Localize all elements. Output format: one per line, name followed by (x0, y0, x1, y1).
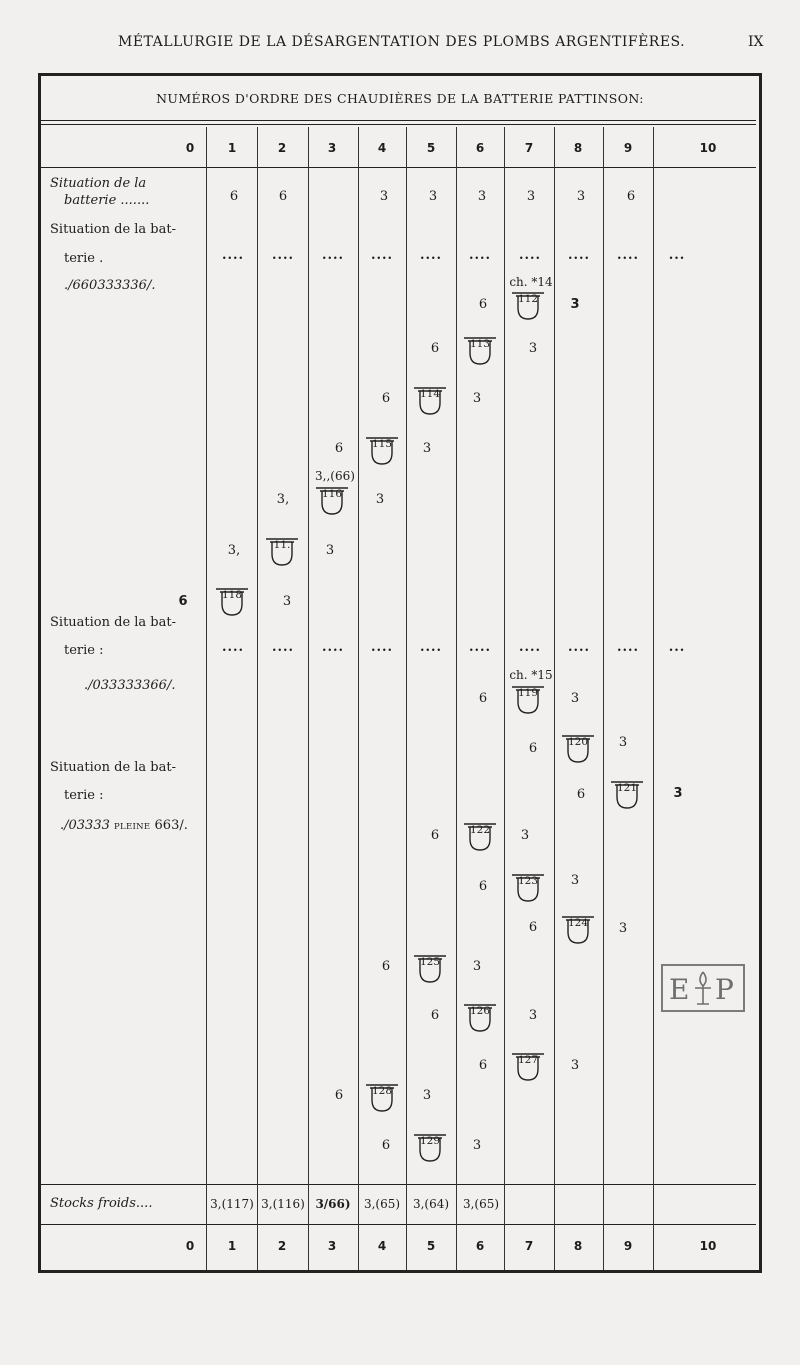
cell-value: 3 (618, 921, 628, 936)
dots: .... (518, 640, 542, 655)
cell-value: 6 (430, 828, 440, 843)
stock-value: 3,(117) (210, 1197, 254, 1211)
cell-value: 3,,(66) (315, 469, 355, 483)
dots: .... (468, 248, 492, 263)
stocks-rule-top (41, 1184, 756, 1185)
column-rule (653, 127, 654, 1270)
cell-value: 3, (276, 492, 290, 507)
cell-value: 3 (570, 297, 580, 312)
dots: ... (668, 248, 686, 263)
cell-value: 6 (478, 691, 488, 706)
cell-value: 6 (576, 787, 586, 802)
kettle-icon: 125 (412, 955, 448, 985)
cell-value: 3 (325, 543, 335, 558)
dots: .... (518, 248, 542, 263)
row-label-situation-1: Situation de la (50, 176, 147, 191)
column-number: 1 (227, 141, 237, 155)
kettle-icon: 112 (510, 292, 546, 322)
column-number: 0 (185, 141, 195, 155)
svg-text:P: P (715, 973, 734, 1006)
column-number-bottom: 9 (623, 1239, 633, 1253)
stock-value: 3/66) (315, 1197, 351, 1211)
dots: .... (321, 248, 345, 263)
library-stamp (661, 964, 745, 1012)
cell-value: 3 (477, 189, 487, 204)
dots: .... (567, 640, 591, 655)
dots: .... (221, 640, 245, 655)
cell-value: 3 (472, 391, 482, 406)
cell-value: 6 (381, 391, 391, 406)
dots: .... (419, 248, 443, 263)
cell-value: 3 (570, 873, 580, 888)
stocks-label: Stocks froids.... (50, 1196, 153, 1211)
column-number: 2 (277, 141, 287, 155)
column-number: 8 (573, 141, 583, 155)
column-number-bottom: 0 (185, 1239, 195, 1253)
cell-value: 6 (381, 959, 391, 974)
column-rule (554, 127, 555, 1270)
kettle-icon: 122 (462, 823, 498, 853)
cell-value: 3 (526, 189, 536, 204)
column-number-bottom: 8 (573, 1239, 583, 1253)
cell-value: 3, (227, 543, 241, 558)
cell-value: 3 (520, 828, 530, 843)
ch-label: ch. *14 (509, 275, 553, 289)
cell-value: 3 (472, 959, 482, 974)
kettle-icon: 128 (364, 1084, 400, 1114)
dots: .... (271, 248, 295, 263)
stock-value: 3,(65) (462, 1197, 500, 1211)
column-number-bottom: 3 (327, 1239, 337, 1253)
cell-value: 6 (478, 879, 488, 894)
kettle-icon: 127 (510, 1053, 546, 1083)
title-rule-top (41, 120, 756, 121)
kettle-icon: 121 (609, 781, 645, 811)
dots: .... (468, 640, 492, 655)
cell-value: 3 (576, 189, 586, 204)
column-rule (603, 127, 604, 1270)
column-number-bottom: 4 (377, 1239, 387, 1253)
column-number: 6 (475, 141, 485, 155)
column-number: 9 (623, 141, 633, 155)
title-rule-bottom (41, 124, 756, 125)
dots: .... (370, 640, 394, 655)
page-number: IX (748, 34, 764, 50)
kettle-icon: 118 (214, 588, 250, 618)
row-label-situation-3-cont: terie : (64, 643, 104, 658)
dots: .... (221, 248, 245, 263)
column-number-bottom: 6 (475, 1239, 485, 1253)
stock-value: 3,(65) (363, 1197, 401, 1211)
stocks-rule-bottom (41, 1224, 756, 1225)
kettle-icon: 124 (560, 916, 596, 946)
row-label-situation-3-code: ./033333366/. (84, 678, 176, 693)
ch-label: ch. *15 (509, 668, 553, 682)
cell-value: 6 (278, 189, 288, 204)
cell-value: 3 (570, 691, 580, 706)
row-label-situation-4: Situation de la bat- (50, 760, 177, 775)
column-number: 10 (699, 141, 717, 155)
kettle-icon: 114 (412, 387, 448, 417)
dots: .... (616, 640, 640, 655)
column-rule (456, 127, 457, 1270)
kettle-icon: 126 (462, 1004, 498, 1034)
kettle-icon: 120 (560, 735, 596, 765)
cell-value: 6 (528, 920, 538, 935)
cell-value: 6 (430, 1008, 440, 1023)
column-number-bottom: 7 (524, 1239, 534, 1253)
cell-value: 6 (229, 189, 239, 204)
row-label-situation-3: Situation de la bat- (50, 615, 177, 630)
cell-value: 3 (673, 786, 683, 801)
table-title: NUMÉROS D'ORDRE DES CHAUDIÈRES DE LA BATTERIE PATTINSON: (156, 91, 644, 106)
cell-value: 6 (528, 741, 538, 756)
cell-value: 6 (430, 341, 440, 356)
running-title: MÉTALLURGIE DE LA DÉSARGENTATION DES PLOMBS ARGENTIFÈRES. (118, 34, 686, 50)
row-label-situation-1-cont: batterie ....... (64, 193, 150, 208)
column-rule (257, 127, 258, 1270)
column-number-bottom: 5 (426, 1239, 436, 1253)
column-rule (308, 127, 309, 1270)
cell-value: 3 (379, 189, 389, 204)
column-rule (504, 127, 505, 1270)
cell-value: 3 (528, 341, 538, 356)
dots: .... (321, 640, 345, 655)
kettle-icon: 123 (510, 874, 546, 904)
kettle-icon: 11. (264, 538, 300, 568)
kettle-icon: 116 (314, 487, 350, 517)
cell-value: 6 (478, 1058, 488, 1073)
cell-value: 3 (282, 594, 292, 609)
dots: ... (668, 640, 686, 655)
cell-value: 3 (375, 492, 385, 507)
cell-value: 3 (618, 735, 628, 750)
cell-value: 6 (478, 297, 488, 312)
stock-value: 3,(116) (261, 1197, 305, 1211)
cell-value: 3 (528, 1008, 538, 1023)
row-label-situation-2-code: ./660333336/. (64, 278, 156, 293)
column-number: 7 (524, 141, 534, 155)
dots: .... (271, 640, 295, 655)
column-number: 4 (377, 141, 387, 155)
header-rule (41, 167, 756, 168)
row-label-situation-2: Situation de la bat- (50, 222, 177, 237)
svg-text:E: E (669, 973, 690, 1006)
cell-value: 6 (626, 189, 636, 204)
column-rule (206, 127, 207, 1270)
cell-value: 3 (428, 189, 438, 204)
kettle-icon: 119 (510, 686, 546, 716)
column-rule (358, 127, 359, 1270)
cell-value: 6 (381, 1138, 391, 1153)
cell-value: 6 (334, 1088, 344, 1103)
dots: .... (567, 248, 591, 263)
kettle-icon: 113 (462, 337, 498, 367)
column-number: 3 (327, 141, 337, 155)
cell-value: 3 (570, 1058, 580, 1073)
stock-value: 3,(64) (412, 1197, 450, 1211)
column-number-bottom: 2 (277, 1239, 287, 1253)
cell-value: 3 (472, 1138, 482, 1153)
cell-value: 3 (422, 441, 432, 456)
cell-value: 6 (178, 594, 188, 609)
row-label-situation-4-code: ./03333 PLEINE 663/. (60, 818, 188, 833)
column-number-bottom: 10 (699, 1239, 717, 1253)
column-rule (406, 127, 407, 1270)
dots: .... (419, 640, 443, 655)
cell-value: 6 (334, 441, 344, 456)
kettle-icon: 115 (364, 437, 400, 467)
kettle-icon: 129 (412, 1134, 448, 1164)
column-number-bottom: 1 (227, 1239, 237, 1253)
row-label-situation-4-cont: terie : (64, 788, 104, 803)
column-number: 5 (426, 141, 436, 155)
dots: .... (370, 248, 394, 263)
dots: .... (616, 248, 640, 263)
cell-value: 3 (422, 1088, 432, 1103)
row-label-situation-2-cont: terie . (64, 251, 104, 266)
